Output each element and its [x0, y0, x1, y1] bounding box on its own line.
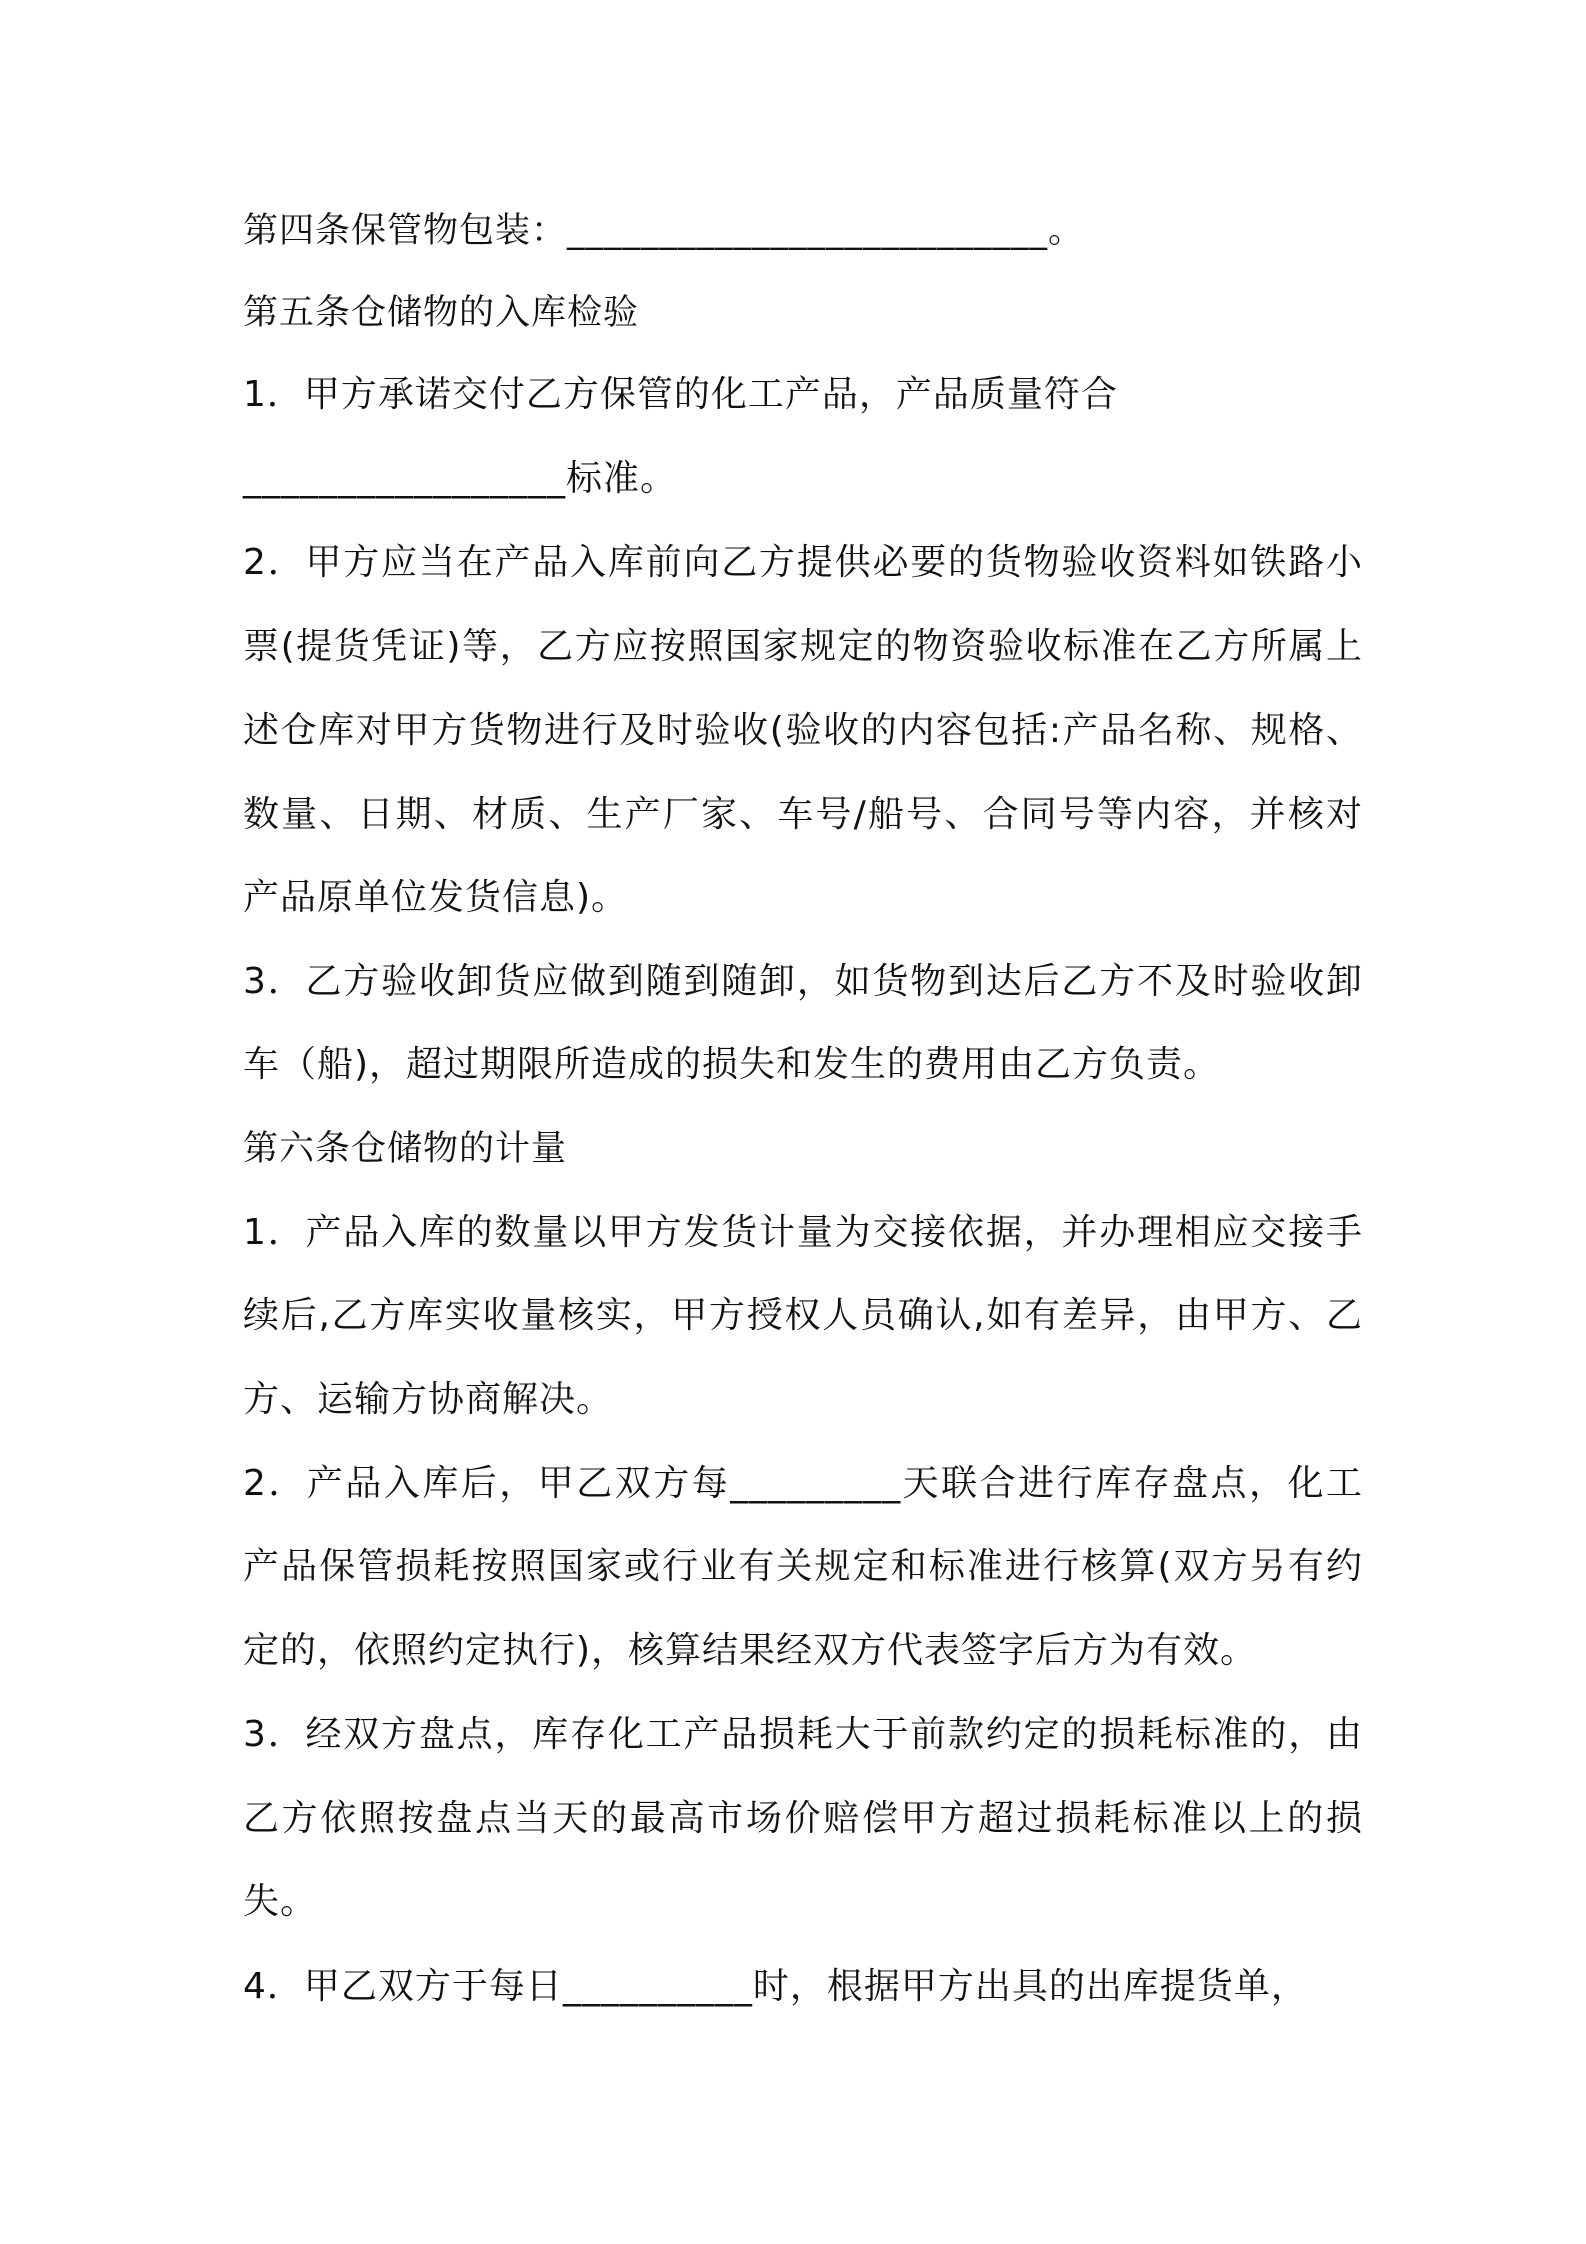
clause-5-2-line-2: 票(提货凭证)等，乙方应按照国家规定的物资验收标准在乙方所属上: [243, 626, 1363, 667]
article-6-heading: 第六条仓储物的计量: [243, 1129, 568, 1169]
article-4-packaging: 第四条保管物包装：__________________________。: [243, 211, 1085, 251]
clause-5-2-line-1: 2．甲方应当在产品入库前向乙方提供必要的货物验收资料如铁路小: [243, 542, 1363, 583]
clause-6-3-line-1: 3．经双方盘点，库存化工产品损耗大于前款约定的损耗标准的，由: [243, 1714, 1363, 1755]
article-5-heading: 第五条仓储物的入库检验: [243, 293, 640, 333]
clause-6-3-line-2: 乙方依照按盘点当天的最高市场价赔偿甲方超过损耗标准以上的损: [243, 1798, 1363, 1839]
clause-6-3-line-3: 失。: [243, 1881, 318, 1922]
clause-5-3-line-1: 3．乙方验收卸货应做到随到随卸，如货物到达后乙方不及时验收卸: [243, 961, 1363, 1002]
clause-5-2-line-4: 数量、日期、材质、生产厂家、车号/船号、合同号等内容，并核对: [243, 794, 1363, 835]
clause-5-1-line-2: _________________标准。: [243, 458, 678, 499]
clause-6-1-line-3: 方、运输方协商解决。: [243, 1379, 614, 1420]
clause-5-2-line-5: 产品原单位发货信息)。: [243, 877, 629, 918]
clause-5-1-line-1: 1．甲方承诺交付乙方保管的化工产品，产品质量符合: [243, 374, 1118, 415]
clause-6-4-line-1: 4．甲乙双方于每日__________时，根据甲方出具的出库提货单，: [243, 1966, 1308, 2007]
clause-5-3-line-2: 车（船)，超过期限所造成的损失和发生的费用由乙方负责。: [243, 1044, 1221, 1085]
clause-6-2-line-3: 定的，依照约定执行)，核算结果经双方代表签字后方为有效。: [243, 1630, 1258, 1671]
clause-6-2-line-1: 2．产品入库后，甲乙双方每_________天联合进行库存盘点，化工: [243, 1463, 1363, 1504]
clause-6-1-line-1: 1．产品入库的数量以甲方发货计量为交接依据，并办理相应交接手: [243, 1212, 1363, 1253]
clause-6-2-line-2: 产品保管损耗按照国家或行业有关规定和标准进行核算(双方另有约: [243, 1546, 1363, 1587]
clause-6-1-line-2: 续后,乙方库实收量核实，甲方授权人员确认,如有差异，由甲方、乙: [243, 1295, 1363, 1336]
clause-5-2-line-3: 述仓库对甲方货物进行及时验收(验收的内容包括:产品名称、规格、: [243, 710, 1363, 751]
